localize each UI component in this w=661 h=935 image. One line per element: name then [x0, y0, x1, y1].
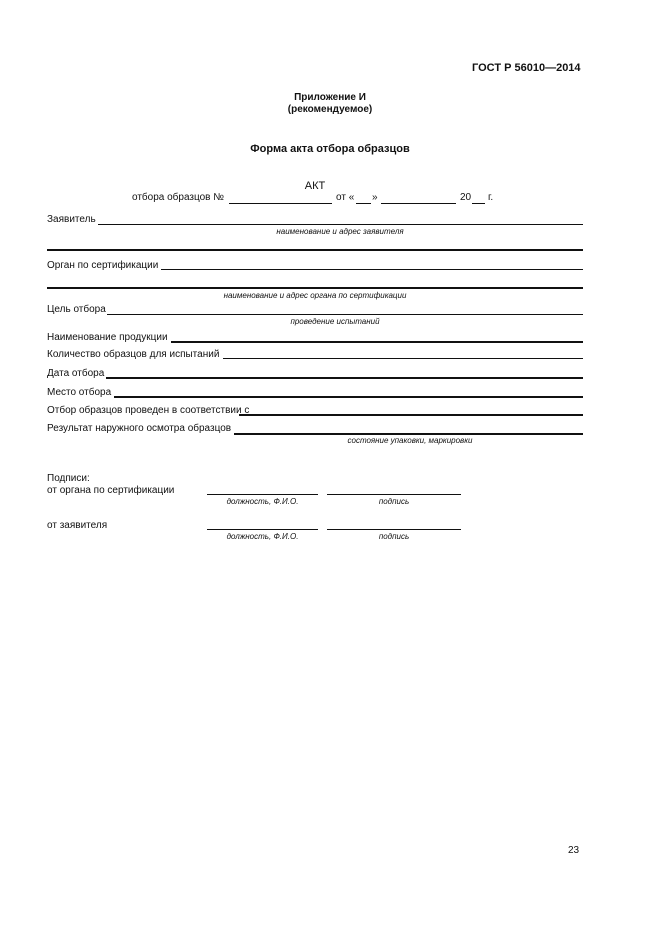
act-month-line	[381, 203, 456, 204]
place-label: Место отбора	[47, 387, 112, 398]
appendix-title: Приложение И	[294, 92, 366, 103]
quantity-line	[223, 358, 583, 359]
inspection-line	[234, 433, 583, 435]
applicant-signature-line	[327, 529, 461, 530]
form-title: Форма акта отбора образцов	[250, 143, 410, 155]
standard-label: Отбор образцов проведен в соответствии с	[47, 405, 250, 416]
act-year-suffix: г.	[488, 192, 494, 203]
act-day-line	[356, 203, 371, 204]
applicant-line-2	[47, 249, 583, 251]
product-label: Наименование продукции	[47, 332, 168, 343]
quantity-label: Количество образцов для испытаний	[47, 349, 220, 360]
purpose-label: Цель отбора	[47, 304, 106, 315]
applicant-line	[98, 224, 583, 225]
cert-body-line-2	[47, 287, 583, 289]
standard-line	[239, 414, 583, 416]
date-line	[106, 377, 583, 379]
purpose-line	[107, 314, 583, 315]
act-date-quote-close: »	[372, 192, 378, 203]
cert-body-caption: наименование и адрес органа по сертификации	[223, 291, 407, 300]
applicant-signature-caption: подпись	[378, 532, 410, 541]
signature-applicant-label: от заявителя	[47, 520, 108, 531]
cert-body-position-caption: должность, Ф.И.О.	[226, 497, 299, 506]
signatures-heading: Подписи:	[47, 473, 90, 484]
page-number: 23	[568, 845, 580, 856]
act-date-from: от «	[336, 192, 355, 203]
purpose-caption: проведение испытаний	[290, 317, 380, 326]
act-year-line	[472, 203, 485, 204]
place-line	[114, 396, 583, 398]
applicant-label: Заявитель	[47, 214, 96, 225]
appendix-subtitle: (рекомендуемое)	[287, 104, 373, 115]
date-label: Дата отбора	[47, 368, 105, 379]
act-number-label: отбора образцов №	[132, 192, 224, 203]
product-line	[171, 341, 583, 343]
applicant-caption: наименование и адрес заявителя	[276, 227, 404, 236]
cert-body-position-line	[207, 494, 318, 495]
act-year-prefix: 20	[460, 192, 472, 203]
inspection-caption: состояние упаковки, маркировки	[347, 436, 473, 445]
cert-body-signature-line	[327, 494, 461, 495]
document-standard-number: ГОСТ Р 56010—2014	[472, 62, 581, 74]
applicant-position-caption: должность, Ф.И.О.	[226, 532, 299, 541]
cert-body-signature-caption: подпись	[378, 497, 410, 506]
cert-body-label: Орган по сертификации	[47, 260, 159, 271]
signature-cert-body-label: от органа по сертификации	[47, 485, 175, 496]
act-title: АКТ	[304, 180, 326, 192]
inspection-label: Результат наружного осмотра образцов	[47, 423, 232, 434]
cert-body-line	[161, 269, 583, 270]
act-number-line	[229, 203, 332, 204]
applicant-position-line	[207, 529, 318, 530]
